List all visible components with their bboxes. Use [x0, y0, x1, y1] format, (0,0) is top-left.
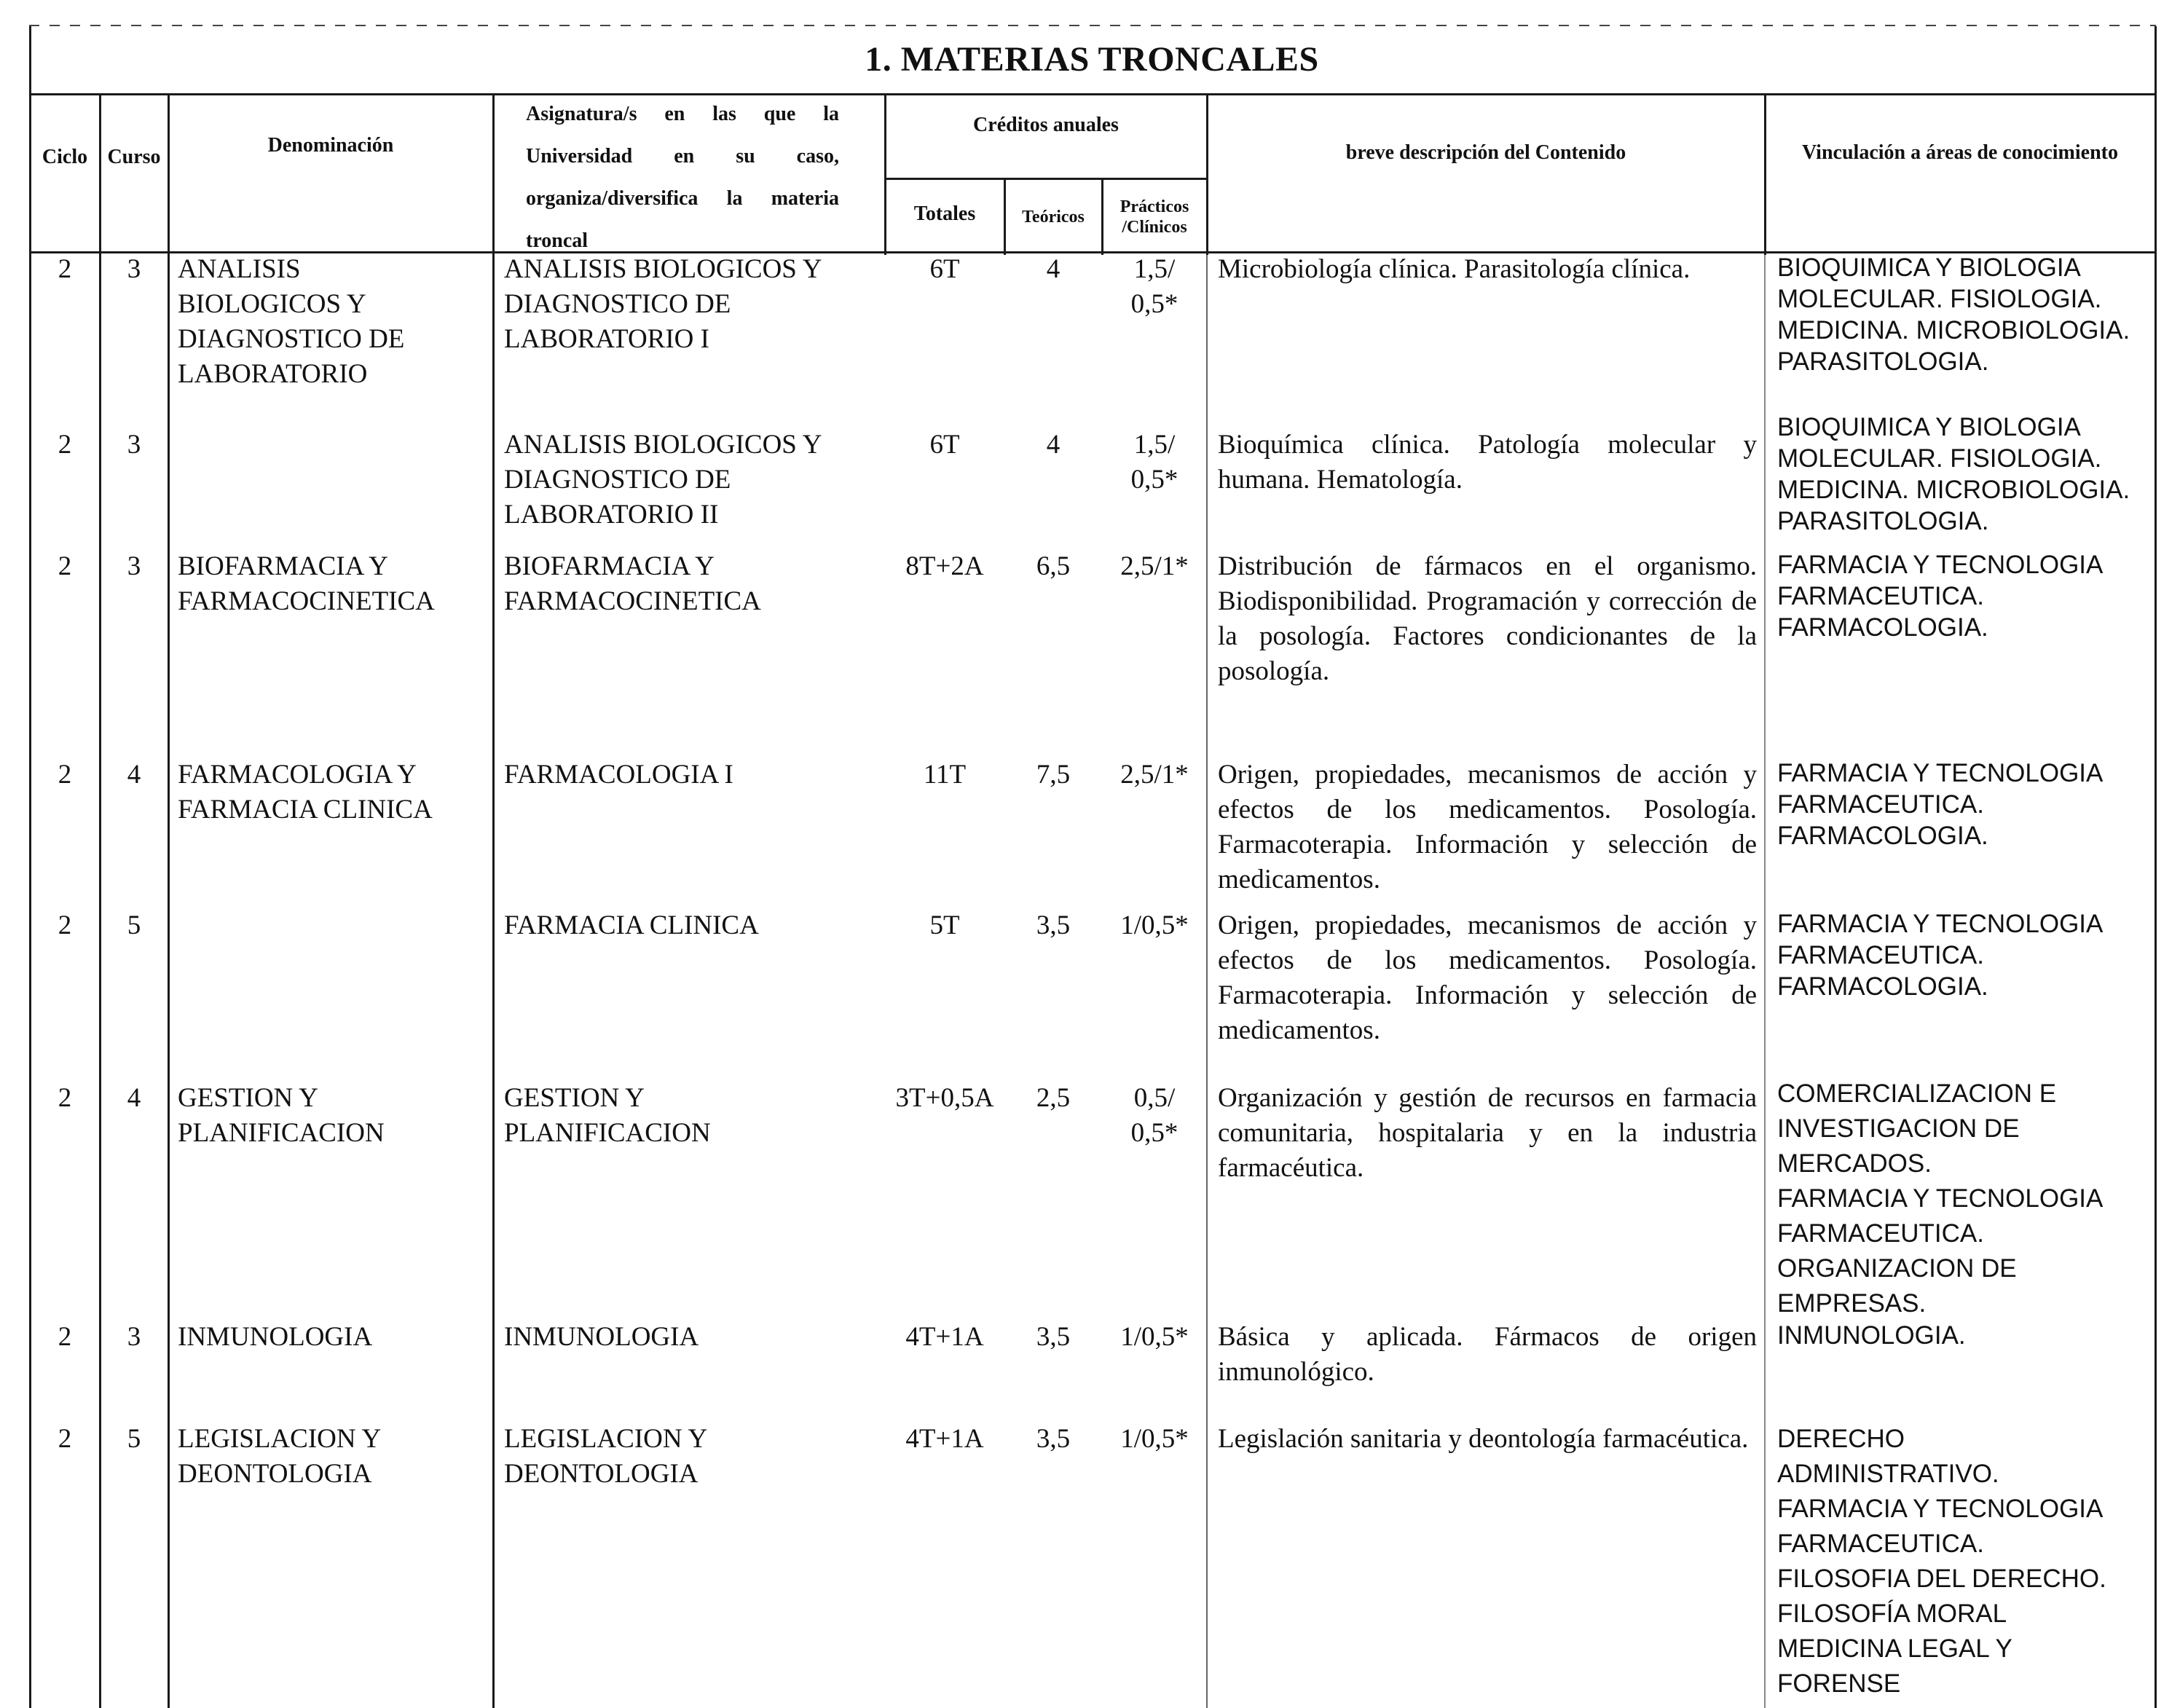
cell-asignatura: GESTION Y PLANIFICACION — [504, 1083, 711, 1148]
cell-descripcion: Legislación sanitaria y deontología farmacéutica. — [1218, 1424, 1749, 1454]
cell-totales: 6T — [929, 430, 960, 460]
header-asignatura-line-2: Universidad en su caso, — [526, 145, 839, 168]
cell-ciclo: 2 — [58, 430, 72, 460]
cell-descripcion: Microbiología clínica. Parasitología clínica. — [1218, 254, 1691, 284]
cell-vinculacion: INMUNOLOGIA. — [1777, 1321, 1966, 1350]
cell-ciclo: 2 — [58, 760, 72, 790]
cell-descripcion: Organización y gestión de recursos en farmacia comunitaria, hospitalaria y en la industria farmacéutica. — [1218, 1083, 1757, 1183]
cell-asignatura: ANALISIS BIOLOGICOS Y DIAGNOSTICO DE LABORATORIO I — [504, 254, 822, 354]
cell-teoricos: 3,5 — [1036, 1424, 1071, 1454]
header-totales: Totales — [913, 202, 976, 225]
cell-ciclo: 2 — [58, 910, 72, 940]
header-ciclo: Ciclo — [42, 146, 88, 168]
header-vinculacion: Vinculación a áreas de conocimiento — [1802, 141, 2118, 164]
cell-teoricos: 6,5 — [1036, 551, 1071, 581]
cell-denominacion: FARMACOLOGIA Y FARMACIA CLINICA — [178, 760, 433, 825]
cell-totales: 8T+2A — [905, 551, 984, 581]
cell-teoricos: 4 — [1046, 254, 1061, 284]
cell-practicos: 0,5/ 0,5* — [1130, 1083, 1178, 1148]
cell-asignatura: BIOFARMACIA Y FARMACOCINETICA — [504, 551, 761, 616]
cell-asignatura: ANALISIS BIOLOGICOS Y DIAGNOSTICO DE LABORATORIO II — [504, 430, 822, 530]
cell-totales: 5T — [929, 910, 960, 940]
cell-teoricos: 3,5 — [1036, 1322, 1071, 1352]
cell-practicos: 2,5/1* — [1120, 760, 1189, 790]
cell-denominacion: INMUNOLOGIA — [178, 1322, 373, 1352]
cell-practicos: 1/0,5* — [1120, 910, 1189, 940]
cell-curso: 3 — [127, 1322, 141, 1352]
header-denominacion: Denominación — [267, 134, 394, 157]
cell-descripcion: Origen, propiedades, mecanismos de acción y efectos de los medicamentos. Posología. Farmacoterapia. Información y selección de medicamentos. — [1218, 760, 1757, 894]
cell-totales: 3T+0,5A — [895, 1083, 994, 1113]
cell-curso: 4 — [127, 1083, 141, 1113]
header-asignatura-line-4: troncal — [526, 229, 589, 252]
cell-curso: 5 — [127, 1424, 141, 1454]
col-sep-6 — [1764, 95, 1766, 255]
cell-teoricos: 4 — [1046, 430, 1061, 460]
cell-denominacion: BIOFARMACIA Y FARMACOCINETICA — [178, 551, 435, 616]
cell-teoricos: 7,5 — [1036, 760, 1071, 790]
body-sep-vinc — [1764, 255, 1766, 1708]
header-asignatura — [526, 93, 839, 262]
cell-vinculacion: FARMACIA Y TECNOLOGIA FARMACEUTICA. FARMACOLOGIA. — [1777, 551, 2104, 642]
title-rule — [29, 93, 2156, 95]
cell-practicos: 1,5/ 0,5* — [1130, 430, 1178, 495]
cell-practicos: 1/0,5* — [1120, 1322, 1189, 1352]
header-asignatura-line-1: Asignatura/s en las que la — [526, 103, 839, 125]
cell-vinculacion: COMERCIALIZACION E INVESTIGACION DE MERCADOS. FARMACIA Y TECNOLOGIA FARMACEUTICA. ORGANIZACION DE EMPRESAS. — [1777, 1079, 2104, 1318]
cell-teoricos: 2,5 — [1036, 1083, 1071, 1113]
cell-vinculacion: BIOQUIMICA Y BIOLOGIA MOLECULAR. FISIOLOGIA. MEDICINA. MICROBIOLOGIA. PARASITOLOGIA. — [1777, 253, 2130, 376]
cell-asignatura: FARMACOLOGIA I — [504, 760, 733, 790]
cell-denominacion: LEGISLACION Y DEONTOLOGIA — [178, 1424, 382, 1489]
cell-curso: 3 — [127, 254, 141, 284]
col-sep-5 — [1206, 95, 1208, 255]
cell-totales: 11T — [923, 760, 967, 790]
col-sep-2 — [168, 95, 170, 1708]
cell-curso: 4 — [127, 760, 141, 790]
cell-asignatura: LEGISLACION Y DEONTOLOGIA — [504, 1424, 708, 1489]
cell-ciclo: 2 — [58, 551, 72, 581]
cell-descripcion: Distribución de fármacos en el organismo. Biodisponibilidad. Programación y corrección de la posología. Factores condicionantes de la posología. — [1218, 551, 1757, 686]
header-curso: Curso — [107, 146, 161, 168]
cell-ciclo: 2 — [58, 254, 72, 284]
header-teoricos: Teóricos — [1022, 208, 1085, 227]
cell-vinculacion: FARMACIA Y TECNOLOGIA FARMACEUTICA. FARMACOLOGIA. — [1777, 759, 2104, 850]
cell-denominacion: ANALISIS BIOLOGICOS Y DIAGNOSTICO DE LABORATORIO — [178, 254, 405, 389]
frame-right — [2155, 26, 2157, 1708]
cell-ciclo: 2 — [58, 1083, 72, 1113]
cell-teoricos: 3,5 — [1036, 910, 1071, 940]
header-practicos: Prácticos /Clínicos — [1119, 197, 1189, 237]
col-sep-1 — [99, 95, 101, 1708]
cell-descripcion: Origen, propiedades, mecanismos de acción y efectos de los medicamentos. Posología. Farmacoterapia. Información y selección de medicamentos. — [1218, 910, 1757, 1045]
cell-vinculacion: BIOQUIMICA Y BIOLOGIA MOLECULAR. FISIOLOGIA. MEDICINA. MICROBIOLOGIA. PARASITOLOGIA. — [1777, 413, 2130, 535]
cell-practicos: 2,5/1* — [1120, 551, 1189, 581]
cell-vinculacion: DERECHO ADMINISTRATIVO. FARMACIA Y TECNOLOGIA FARMACEUTICA. FILOSOFIA DEL DERECHO. FILOSOFÍA MORAL MEDICINA LEGAL Y FORENSE — [1777, 1425, 2106, 1698]
cell-ciclo: 2 — [58, 1424, 72, 1454]
header-asignatura-line-3: organiza/diversifica la materia — [526, 187, 839, 210]
cell-totales: 4T+1A — [905, 1322, 984, 1352]
cell-totales: 4T+1A — [905, 1424, 984, 1454]
cell-practicos: 1,5/ 0,5* — [1130, 254, 1178, 319]
cell-ciclo: 2 — [58, 1322, 72, 1352]
table-title: 1. MATERIAS TRONCALES — [865, 40, 1319, 79]
top-border — [29, 25, 2156, 26]
body-sep-desc — [1206, 255, 1208, 1708]
cell-asignatura: INMUNOLOGIA — [504, 1322, 699, 1352]
cell-totales: 6T — [929, 254, 960, 284]
header-creditos: Créditos anuales — [973, 114, 1119, 136]
credits-rule — [884, 178, 1206, 180]
cell-curso: 3 — [127, 551, 141, 581]
cell-vinculacion: FARMACIA Y TECNOLOGIA FARMACEUTICA. FARMACOLOGIA. — [1777, 910, 2104, 1001]
cell-curso: 3 — [127, 430, 141, 460]
cell-practicos: 1/0,5* — [1120, 1424, 1189, 1454]
header-descripcion: breve descripción del Contenido — [1345, 141, 1626, 164]
cell-denominacion: GESTION Y PLANIFICACION — [178, 1083, 385, 1148]
cell-asignatura: FARMACIA CLINICA — [504, 910, 759, 940]
cell-curso: 5 — [127, 910, 141, 940]
cell-descripcion: Bioquímica clínica. Patología molecular y humana. Hematología. — [1218, 430, 1757, 495]
body-sep-asig — [492, 255, 494, 1708]
cell-descripcion: Básica y aplicada. Fármacos de origen inmunológico. — [1218, 1322, 1757, 1387]
